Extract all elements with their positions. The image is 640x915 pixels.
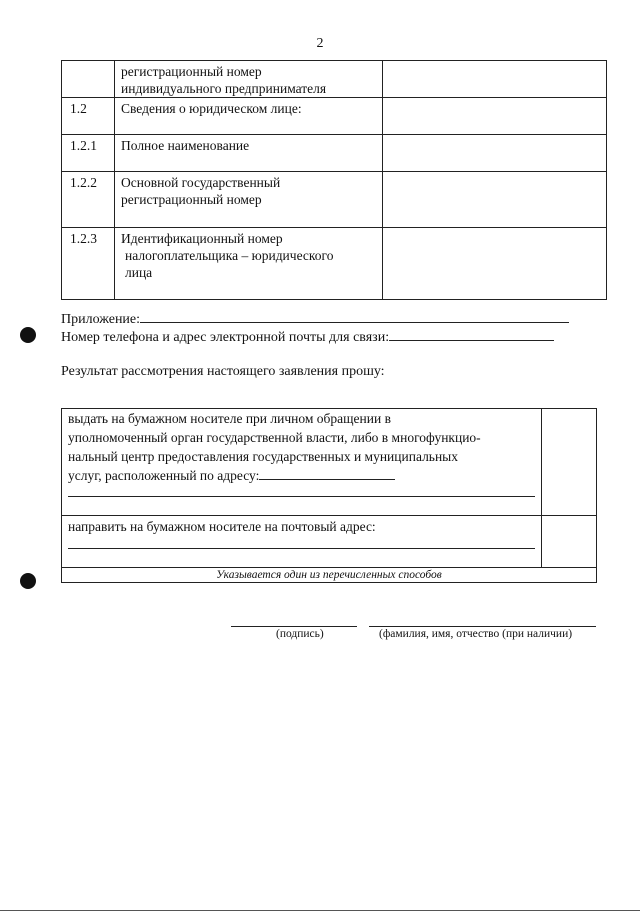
row-value-cell[interactable] <box>383 228 607 300</box>
row-label <box>115 228 383 300</box>
row-label <box>115 172 383 228</box>
option-mail <box>68 517 536 536</box>
attachment-input-line[interactable] <box>140 310 569 323</box>
option2-checkbox-cell[interactable] <box>540 515 596 567</box>
full-name-line[interactable] <box>369 626 596 627</box>
row-number: 1.2.2 <box>62 172 115 228</box>
row-value-cell[interactable] <box>383 61 607 98</box>
row-number: 1.2.1 <box>62 135 115 172</box>
row-value-cell[interactable] <box>383 98 607 135</box>
option-line: нальный центр предоставления государственных и муниципальных <box>68 449 459 464</box>
full-name-caption: (фамилия, имя, отчество (при наличии) <box>379 628 573 640</box>
options-note: Указывается один из перечисленных способов <box>216 569 442 581</box>
row-value-cell[interactable] <box>383 172 607 228</box>
address-input-line[interactable] <box>259 467 395 480</box>
row-label <box>115 135 383 172</box>
attachment-row <box>61 310 569 328</box>
attachment-label: Приложение: <box>61 312 141 327</box>
legal-entity-table <box>61 60 607 300</box>
signature-line[interactable] <box>231 626 357 627</box>
row-label <box>115 98 383 135</box>
table-row <box>62 172 607 228</box>
option1-checkbox-cell[interactable] <box>540 408 596 514</box>
row-number: 1.2 <box>62 98 115 135</box>
option-divider <box>62 515 596 516</box>
table-row <box>62 98 607 135</box>
option-personal-pickup <box>68 409 536 485</box>
result-options-box <box>61 408 597 583</box>
punch-hole-icon <box>20 573 36 589</box>
row-label-line: Сведения о юридическом лице: <box>121 101 302 116</box>
row-number: 1.2.3 <box>62 228 115 300</box>
row-label-line: лица <box>125 265 153 280</box>
row-label-line: регистрационный номер <box>121 64 262 79</box>
row-label-line: индивидуального предпринимателя <box>121 81 327 96</box>
table-row <box>62 135 607 172</box>
contact-label: Номер телефона и адрес электронной почты для связи: <box>61 330 390 345</box>
option-line: выдать на бумажном носителе при личном обращении в <box>68 411 391 426</box>
table-row <box>62 228 607 300</box>
row-label <box>115 61 383 98</box>
signature-caption: (подпись) <box>276 628 324 640</box>
scan-edge <box>0 910 640 911</box>
row-label-line: регистрационный номер <box>121 192 262 207</box>
row-number <box>62 61 115 98</box>
postal-address-input-line[interactable] <box>68 548 535 549</box>
contact-input-line[interactable] <box>389 328 554 341</box>
option-line: услуг, расположенный по адресу: <box>68 466 536 485</box>
option-line: уполномоченный орган государственной власти, либо в многофункцио- <box>68 430 481 445</box>
contact-row <box>61 328 554 346</box>
row-label-line: Идентификационный номер <box>121 231 283 246</box>
row-value-cell[interactable] <box>383 135 607 172</box>
result-label: Результат рассмотрения настоящего заявления прошу: <box>61 364 385 379</box>
punch-hole-icon <box>20 327 36 343</box>
row-label-line: Основной государственный <box>121 175 281 190</box>
table-row <box>62 61 607 98</box>
page-number: 2 <box>316 36 324 51</box>
address-continuation-line[interactable] <box>68 496 535 497</box>
row-label-line: налогоплательщика – юридического <box>125 248 334 263</box>
option-line: направить на бумажном носителе на почтовый адрес: <box>68 519 376 534</box>
row-label-line: Полное наименование <box>121 138 250 153</box>
